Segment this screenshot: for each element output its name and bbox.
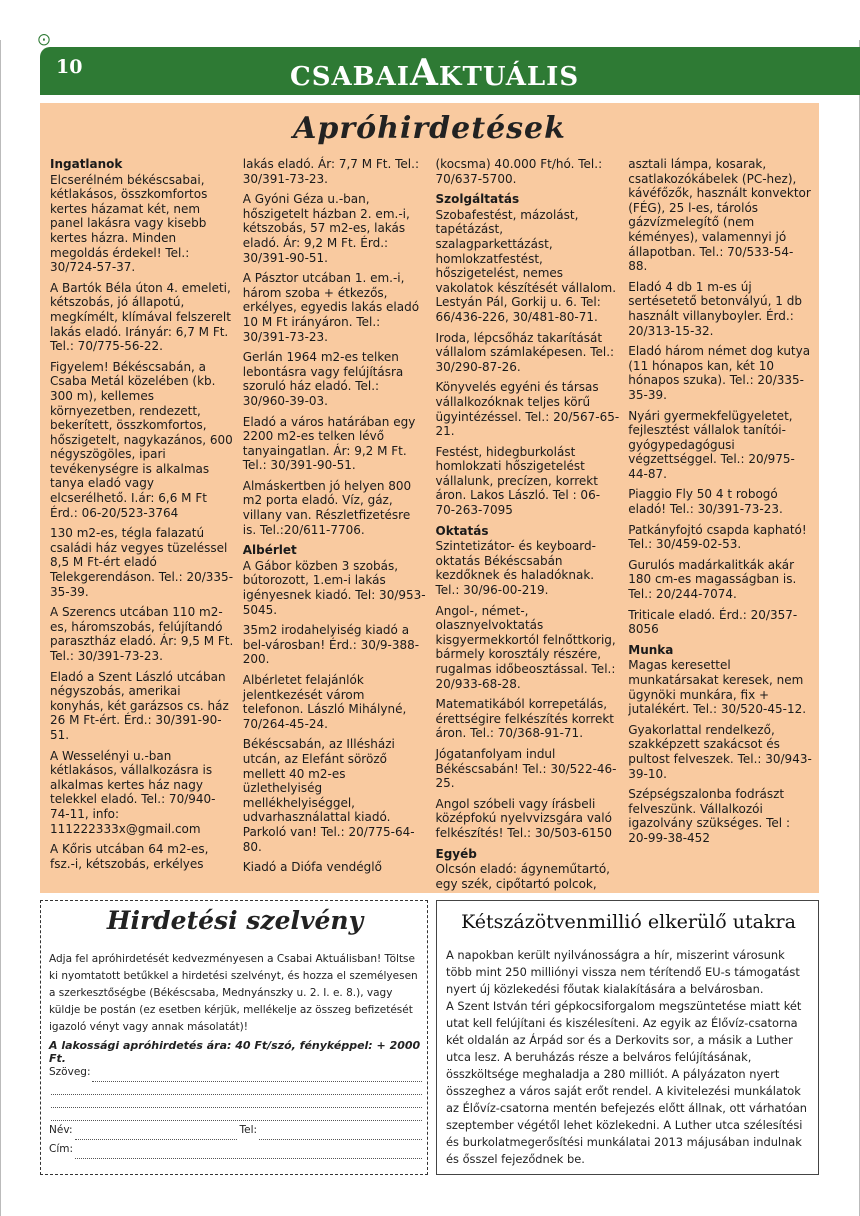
classified-ad: Eladó a Szent László utcában négyszobás, amerikai konyhás, két garázsos cs. ház 26 M Ft-ért. Érd.: 30/391-90-51. (50, 669, 229, 742)
classified-ad: Békéscsabán, az Illésházi utcán, az Elefánt söröző mellett 40 m2-es üzlethelyiség mellékhelyiséggel, udvarhasználattal kiadó. Parkoló van! Tel.: 20/775-64-80. (242, 737, 415, 854)
section-heading: Albérlet (242, 543, 297, 558)
masthead-rest: KTUÁLIS (438, 62, 580, 92)
page-frame-left (0, 40, 1, 1216)
classified-ad: (kocsma) 40.000 Ft/hó. Tel.: 70/637-5700. (435, 157, 603, 186)
ad-coupon (40, 900, 428, 1175)
text-field-row (49, 1095, 424, 1108)
classified-ad: A Szerencs utcában 110 m2-es, háromszobás, felújítandó parasztház eladó. Ár: 9,5 M Ft. Tel.: 30/391-73-23. (50, 605, 234, 663)
classified-ad: Magas keresettel munkatársakat keresek, nem ügynöki munkára, fix + jutalékért. Tel.: 30/520-45-12. (628, 658, 807, 717)
classified-ad: Elcserélném békéscsabai, kétlakásos, összkomfortos kertes házamat két, nem panel lakásra vagy kisebb kertes házra. Minden megoldás érdekel! Tel.: 30/724-57-37. (50, 172, 208, 275)
classified-ad: Gerlán 1964 m2-es telken lebontásra vagy felújításra szoruló ház eladó. Tel.: 30/960-39-03. (242, 350, 404, 408)
classified-ad: Iroda, lépcsőház takarítását vállalom számlaképesen. Tel.: 30/290-87-26. (435, 330, 615, 374)
classified-ad: Szépségszalonba fodrászt felveszünk. Vállalkozói igazolvány szükséges. Tel : 20-99-38-452 (628, 787, 790, 845)
classified-ad: Patkányfojtó csapda kapható! Tel.: 30/459-02-53. (628, 522, 807, 552)
news-title: Kétszázötvenmillió elkerülő utakra (461, 911, 796, 933)
classified-ad: A Pásztor utcában 1. em.-i, három szoba + étkezős, erkélyes, egyedis lakás eladó 10 M Ft irányáron. Tel.: 30/391-73-23. (242, 271, 420, 344)
address-field-line[interactable] (75, 1146, 422, 1159)
section-heading: Egyéb (435, 846, 477, 861)
classified-ad: Piaggio Fly 50 4 t robogó eladó! Tel.: 30/391-73-23. (628, 487, 783, 517)
classifieds-column (435, 157, 620, 891)
coupon-form (49, 1063, 424, 1159)
classified-ad: Jógatanfolyam indul Békéscsabán! Tel.: 30/522-46-25. (435, 746, 617, 791)
classifieds-column (628, 157, 812, 887)
phone-field-line[interactable] (259, 1127, 422, 1140)
coupon-title: Hirdetési szelvény (106, 906, 364, 935)
classified-ad: 35m2 irodahelyiség kiadó a bel-városban! Érd.: 30/9-388-200. (242, 623, 420, 667)
classified-ad: Angol-, német-, olasznyelvoktatás kisgyermekkortól felnőttkorig, bármely korosztály részére, rugalmas időbeosztással. Tel.: 20/933-68-28. (435, 603, 616, 691)
classified-ad: Gyakorlattal rendelkező, szakképzett szakácsot és pultost felveszek. Tel.: 30/943-39-10. (628, 722, 812, 781)
classified-ad: Kiadó a Diófa vendéglő (242, 860, 382, 875)
name-field-line[interactable] (75, 1127, 238, 1140)
classifieds-title: Apróhirdetések (293, 111, 566, 146)
coupon-instructions: Adja fel apróhirdetését kedvezményesen a Csabai Aktuálisban! Töltse ki nyomtatott betűkkel a hirdetési szelvényt, és hozza el személyesen a szerkesztőségbe (Békéscsaba, Mednyánszky u. 2. I. e. 8.), vagy küldje be postán (ez esetben kérjük, mellékelje az összeg befizetését igazoló vényt vagy annak másolatát)! (49, 953, 418, 1033)
text-field-label: Szöveg: (49, 1066, 91, 1078)
news-paragraph: A Szent István téri gépkocsiforgalom megszüntetése miatt két utat kell felújítani és kiszélesíteni. Az egyik az Élővíz-csatorna két oldalán az Árpád sor és a Derkovits sor, a másik a Luther utca lesz. A beruházás része a belváros felújításának, összköltsége meghaladja a 280 milliót. A pályázaton nyert összeghez a város saját erőt rendel. A kivitelezési munkálatok az Élővíz-csatorna mentén befejezés előtt állnak, ott várhatóan szeptember végétől lehet közlekedni. A Luther utca szélesítési és burkolatmegerősítési munkálatai 2013 májusában indulnak és ősszel fejeződnek be. (446, 999, 808, 1166)
section-heading: Ingatlanok (50, 157, 123, 171)
news-paragraph: A napokban került nyilvánosságra a hír, miszerint városunk több mint 250 milliónyi vissza nem térítendő EU-s támogatást nyert új közlekedési főutak kialakítására a belvárosban. (446, 948, 800, 996)
address-field-label: Cím: (49, 1143, 74, 1155)
classified-ad: Triticale eladó. Érd.: 20/357-8056 (628, 607, 798, 637)
masthead-prefix: CSABAI (290, 62, 410, 92)
text-field-row (49, 1108, 424, 1121)
text-field-line[interactable] (92, 1069, 422, 1082)
text-field-line[interactable] (51, 1082, 422, 1095)
phone-field-label: Tel: (239, 1124, 258, 1136)
classified-ad: Olcsón eladó: ágyneműtartó, egy szék, cipőtartó polcok, (435, 862, 610, 891)
classified-ad: A Kőris utcában 64 m2-es, fsz.-i, kétszobás, erkélyes (50, 842, 209, 871)
classified-ad: Almáskertben jó helyen 800 m2 porta eladó. Víz, gáz, villany van. Részletfizetésre is. Tel.:20/611-7706. (242, 478, 412, 537)
classified-ad: asztali lámpa, kosarak, csatlakozókábelek (PC-hez), kávéfőzők, használt konvektor (FÉG), 25 l-es, tárolós gázvízmelegítő (nem kéményes), valamennyi jó állapotban. Tel.: 70/533-54-88. (628, 157, 811, 274)
classified-ad: Gurulós madárkalitkák akár 180 cm-es magasságban is. Tel.: 20/244-7074. (628, 557, 797, 602)
classified-ad: A Wesselényi u.-ban kétlakásos, vállalkozásra is alkalmas kertes ház nagy telekkel eladó. Tel.: 70/940-74-11, info: 111222333x@gmail.com (50, 748, 216, 836)
classified-ad: Szintetizátor- és keyboard-oktatás Békéscsabán kezdőknek és haladóknak. Tel.: 30/96-00-219. (435, 539, 596, 598)
classified-ad: Szobafestést, mázolást, tapétázást, szalagparkettázást, homlokzatfestést, hőszigetelést, nemes vakolatok készítését vállalom. Lestyán Pál, Gorkij u. 6. Tel: 66/436-226, 30/481-80-71. (435, 207, 617, 324)
news-box (436, 900, 819, 1175)
section-heading: Munka (628, 642, 674, 657)
classified-ad: 130 m2-es, tégla falazatú családi ház vegyes tüzeléssel 8,5 M Ft-ért eladó Telekgerendáson. Tel.: 20/335-35-39. (50, 526, 234, 599)
classified-ad: A Bartók Béla úton 4. emeleti, kétszobás, jó állapotú, megkímélt, klímával felszerelt lakás eladó. Irányár: 6,7 M Ft. Tel.: 70/775-56-22. (50, 280, 231, 354)
classifieds-columns (50, 157, 812, 891)
classifieds-panel (40, 103, 819, 893)
classified-ad: Figyelem! Békéscsabán, a Csaba Metál közelében (kb. 300 m), kellemes környezetben, rendezett, bekerített, összkomfortos, hőszigetelt, nagykazános, 600 négyszögöles, ipari tevékenységre is alkalmas tanya eladó vagy elcserélhető. I.ár: 6,6 M Ft Érd.: 06-20/523-3764 (50, 359, 233, 520)
page-number: 10 (56, 56, 83, 78)
news-body (446, 947, 810, 1168)
classified-ad: Angol szóbeli vagy írásbeli középfokú nyelvvizsgára való felkészítés! Tel.: 30/503-6150 (435, 796, 612, 840)
name-field-label: Név: (49, 1124, 73, 1136)
classified-ad: lakás eladó. Ár: 7,7 M Ft. Tel.: 30/391-73-23. (242, 157, 419, 186)
classified-ad: Festést, hidegburkolást homlokzati hőszigetelést vállalunk, precízen, korrekt áron. Lakos László. Tel : 06-70-263-7095 (435, 444, 601, 518)
section-heading: Szolgáltatás (435, 192, 520, 207)
classified-ad: Eladó három német dog kutya (11 hónapos kan, két 10 hónapos szuka). Tel.: 20/335-35-39. (628, 344, 811, 402)
classified-ad: Eladó 4 db 1 m-es új sertésetető betonvályú, 1 db használt villanyboyler. Érd.: 20/313-15-32. (628, 279, 802, 338)
classified-ad: Eladó a város határában egy 2200 m2-es telken lévő tanyaingatlan. Ár: 9,2 M Ft. Tel.: 30/391-90-51. (242, 414, 416, 473)
masthead-cap: A (409, 52, 439, 94)
classifieds-column (243, 157, 427, 887)
classified-ad: Könyvelés egyéni és társas vállalkozóknak teljes körű ügyintézéssel. Tel.: 20/567-65-21. (435, 380, 620, 439)
swirl-ornament-icon: ⨀ (38, 32, 50, 46)
text-field-row (49, 1082, 424, 1095)
classified-ad: Albérletet felajánlók jelentkezését várom telefonon. László Mihályné, 70/264-45-24. (242, 673, 407, 731)
classified-ad: Matematikából korrepetálás, érettségire felkészítés korrekt áron. Tel.: 70/368-91-71. (435, 697, 614, 741)
classified-ad: A Gábor közben 3 szobás, bútorozott, 1.em-i lakás igényesnek kiadó. Tel: 30/953-5045. (242, 558, 426, 617)
text-field-row (49, 1063, 424, 1082)
classifieds-column (50, 157, 234, 887)
section-heading: Oktatás (435, 523, 489, 538)
classified-ad: A Gyóni Géza u.-ban, hőszigetelt házban 2. em.-i, kétszobás, 57 m2-es, lakás eladó. Ár: 9,2 M Ft. Érd.: 30/391-90-51. (242, 192, 410, 265)
text-field-line[interactable] (51, 1108, 422, 1121)
text-field-line[interactable] (51, 1095, 422, 1108)
classified-ad: Nyári gyermekfelügyeletet, fejlesztést vállalok tanítói-gyógypedagógusi végzettséggel. Tel.: 20/975-44-87. (628, 408, 795, 481)
coupon-price-line: A lakossági apróhirdetés ára: 40 Ft/szó, fényképpel: + 2000 Ft. (49, 1039, 421, 1065)
address-row (49, 1140, 424, 1159)
masthead (290, 52, 590, 94)
name-phone-row (49, 1121, 424, 1140)
